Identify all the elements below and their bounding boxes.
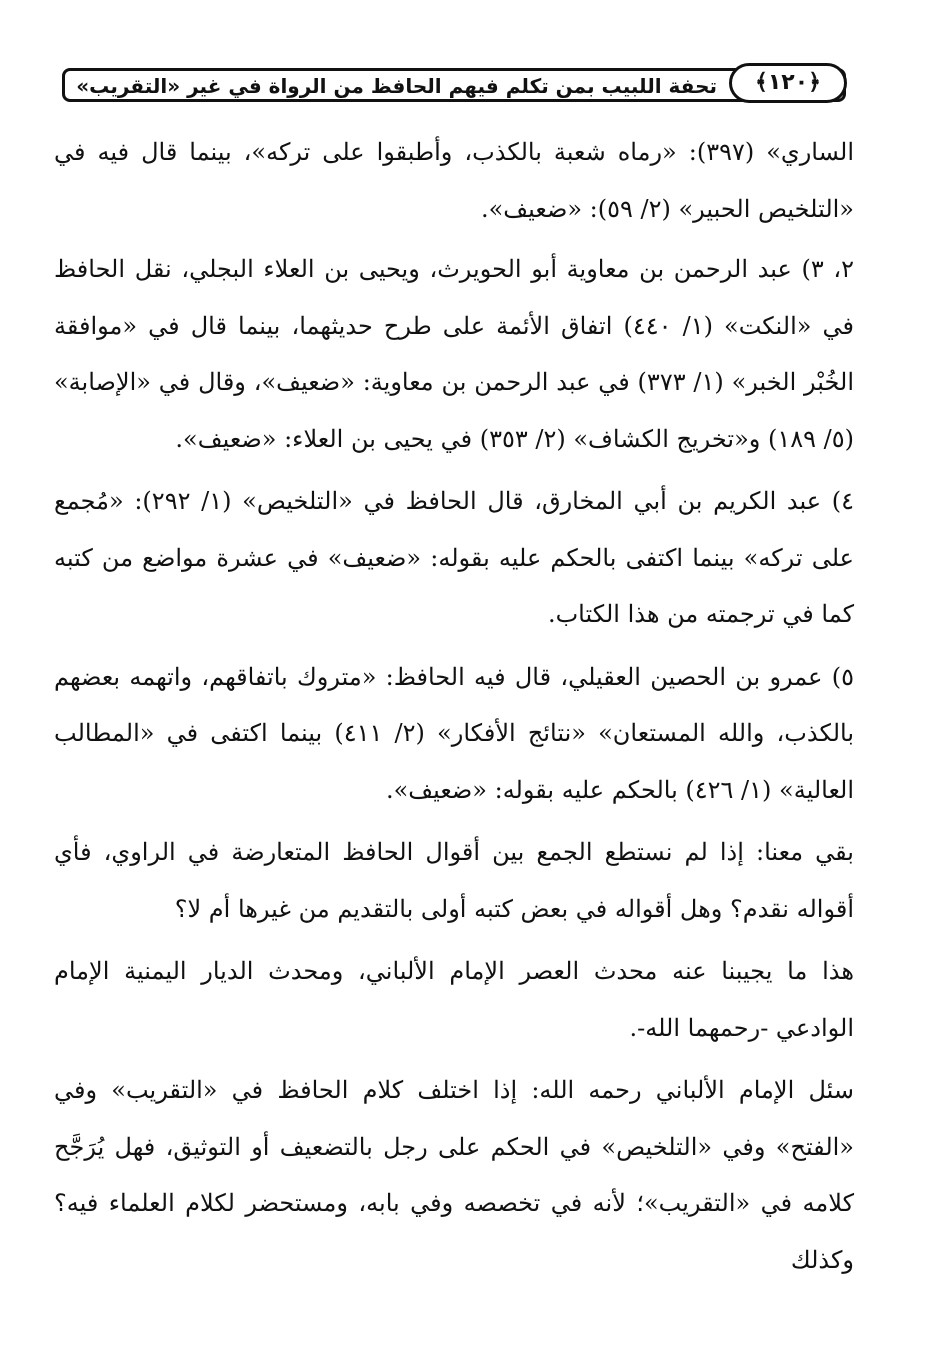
paragraph: بقي معنا: إذا لم نستطع الجمع بين أقوال الحافظ المتعارضة في الراوي، فأي أقواله نقدم؟ وهل أقواله في بعض كتبه أولى بالتقديم من غيرها أم لا؟	[54, 838, 854, 923]
page-header	[62, 68, 846, 102]
paragraph: هذا ما يجيبنا عنه محدث العصر الإمام الألباني، ومحدث الديار اليمنية الإمام الوادعي -رحمهما الله-.	[54, 957, 854, 1042]
paragraph: سئل الإمام الألباني رحمه الله: إذا اختلف كلام الحافظ في «التقريب» وفي «الفتح» وفي «التلخيص» في الحكم على رجل بالتضعيف أو التوثيق، فهل يُرَجَّح كلامه في «التقريب»؛ لأنه في تخصصه وفي بابه، ومستحضر لكلام العلماء فيه؟ وكذلك	[54, 1076, 855, 1274]
page-number: ﴾١٢٠﴿	[729, 63, 847, 103]
paragraph: ٤) عبد الكريم بن أبي المخارق، قال الحافظ في «التلخيص» (١/ ٢٩٢): «مُجمع على تركه» بينما اكتفى بالحكم عليه بقوله: «ضعيف» في عشرة مواضع من كتبه كما في ترجمته من هذا الكتاب.	[54, 487, 854, 628]
header-title: تحفة اللبيب بمن تكلم فيهم الحافظ من الرواة في غير «التقريب»	[76, 74, 717, 98]
paragraph: الساري» (٣٩٧): «رماه شعبة بالكذب، وأطبقوا على تركه»، بينما قال فيه في «التلخيص الحبير» (٢/ ٥٩): «ضعيف».	[54, 138, 854, 223]
paragraph: ٢، ٣) عبد الرحمن بن معاوية أبو الحويرث، ويحيى بن العلاء البجلي، نقل الحافظ في «النكت» (١/ ٤٤٠) اتفاق الأئمة على طرح حديثهما، بينما قال في «موافقة الخُبْر الخبر» (١/ ٣٧٣) في عبد الرحمن بن معاوية: «ضعيف»، وقال في «الإصابة» (٥/ ١٨٩) و«تخريج الكشاف» (٢/ ٣٥٣) في يحيى بن العلاء: «ضعيف».	[54, 255, 855, 453]
paragraph: ٥) عمرو بن الحصين العقيلي، قال فيه الحافظ: «متروك باتفاقهم، واتهمه بعضهم بالكذب، والله المستعان» «نتائج الأفكار» (٢/ ٤١١) بينما اكتفى في «المطالب العالية» (١/ ٤٢٦) بالحكم عليه بقوله: «ضعيف».	[54, 662, 855, 804]
body-text	[54, 124, 854, 1294]
